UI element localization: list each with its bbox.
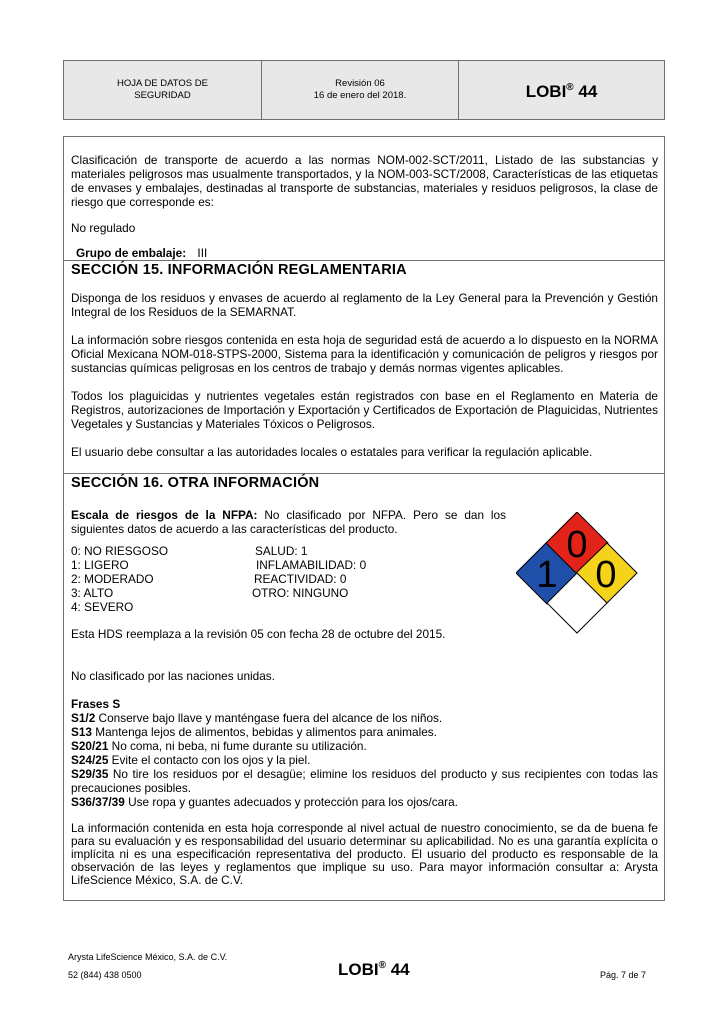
- phrase-item: S29/35 No tire los residuos por el desagüe; elimine los residuos del producto y sus recipientes con todas las precauciones posibles.: [71, 767, 658, 795]
- product-cell: [459, 61, 664, 119]
- rating-flammability: INFLAMABILIDAD: 0: [256, 558, 367, 572]
- phrase-item: S24/25 Evite el contacto con los ojos y la piel.: [71, 753, 311, 767]
- scale-item: 2: MODERADO: [71, 572, 154, 586]
- nfpa-reactivity-value: 0: [595, 554, 617, 596]
- phrase-item: S20/21 No coma, ni beba, ni fume durante su utilización.: [71, 739, 367, 753]
- phrases-title: Frases S: [71, 697, 121, 711]
- section15-paragraph-1: Disponga de los residuos y envases de acuerdo al reglamento de la Ley General para la Prevención y Gestión Integral de los Residuos de la SEMARNAT.: [71, 291, 658, 319]
- nfpa-scale-list: [71, 544, 168, 614]
- revision-date: 16 de enero del 2018.: [313, 90, 407, 101]
- nfpa-description: [71, 508, 506, 536]
- nfpa-health-value: 1: [536, 554, 558, 596]
- scale-item: 3: ALTO: [71, 586, 114, 600]
- scale-item: 0: NO RIESGOSO: [71, 544, 169, 558]
- nfpa-ratings-list: [252, 544, 366, 600]
- nfpa-diamond-icon: [516, 512, 638, 634]
- product-name: LOBI® 44: [525, 82, 598, 101]
- revision-number: Revisión 06: [335, 78, 385, 89]
- packing-group: [76, 246, 663, 260]
- footer-phone: 52 (844) 438 0500: [68, 970, 142, 980]
- nfpa-text: No clasificado por NFPA. Pero se dan los siguientes datos de acuerdo a las características del producto.: [71, 508, 506, 536]
- packing-group-label: Grupo de embalaje:: [76, 246, 187, 260]
- content-box: [63, 136, 665, 901]
- nfpa-label: Escala de riesgos de la NFPA:: [71, 508, 258, 522]
- section15-paragraph-2: La información sobre riesgos contenida en esta hoja de seguridad está de acuerdo a lo dispuesto en la NORMA Oficial Mexicana NOM-018-STPS-2000, Sistema para la identificación y comunicación de peligros y riesgos por sustancias químicas peligrosas en los centros de trabajo y demás normas vigentes aplicables.: [71, 333, 658, 375]
- doc-type-line1: HOJA DE DATOS DE: [117, 78, 208, 89]
- un-classification: No clasificado por las naciones unidas.: [71, 669, 275, 683]
- section15-title: SECCIÓN 15. INFORMACIÓN REGLAMENTARIA: [71, 262, 407, 278]
- section16-title: SECCIÓN 16. OTRA INFORMACIÓN: [71, 475, 320, 491]
- revision-cell: [262, 61, 459, 119]
- phrase-item: S13 Mantenga lejos de alimentos, bebidas y alimentos para animales.: [71, 725, 437, 739]
- nfpa-flammability-value: 0: [566, 524, 588, 566]
- doc-type-cell: [64, 61, 262, 119]
- rating-health: SALUD: 1: [255, 544, 308, 558]
- section15-paragraph-3: Todos los plaguicidas y nutrientes vegetales están registrados con base en el Reglamento en Materia de Registros, autorizaciones de Importación y Exportación y Certificados de Exportación de Plaguicidas, Nutrientes Vegetales y Sustancias y Materiales Tóxicos o Peligrosos.: [71, 389, 658, 431]
- disclaimer: La información contenida en esta hoja corresponde al nivel actual de nuestro conocimiento, se da de buena fe para su evaluación y es responsabilidad del usuario determinar su aplicabilidad. No es una garantía explícita o implícita ni es una especificación representativa del producto. El usuario del producto es responsable de la observación de las leyes y reglamentos que implique su uso. Para mayor información consultar a: Arysta LifeScience México, S.A. de C.V.: [71, 821, 658, 887]
- phrase-item: S1/2 Conserve bajo llave y manténgase fuera del alcance de los niños.: [71, 711, 443, 725]
- section16-divider: [64, 473, 664, 474]
- footer-product-name: LOBI® 44: [338, 960, 410, 979]
- scale-item: 4: SEVERO: [71, 600, 134, 614]
- transport-classification: Clasificación de transporte de acuerdo a las normas NOM-002-SCT/2011, Listado de las substancias y materiales peligrosos mas usualmente transportados, y la NOM-003-SCT/2008, Características de las etiquetas de envases y embalajes, destinadas al transporte de substancias, materiales y residuos peligrosos, la clase de riesgo que corresponde es:: [71, 153, 658, 209]
- scale-item: 1: LIGERO: [71, 558, 129, 572]
- phrase-item: S36/37/39 Use ropa y guantes adecuados y protección para los ojos/cara.: [71, 795, 458, 809]
- packing-group-value: III: [197, 246, 208, 260]
- revision-replaces-note: Esta HDS reemplaza a la revisión 05 con fecha 28 de octubre del 2015.: [71, 627, 446, 641]
- doc-type-line2: SEGURIDAD: [134, 90, 191, 101]
- section15-paragraph-4: El usuario debe consultar a las autoridades locales o estatales para verificar la regulación aplicable.: [71, 445, 593, 459]
- regulation-status: No regulado: [71, 221, 136, 235]
- phrase-list: [71, 711, 658, 809]
- rating-other: OTRO: NINGUNO: [252, 586, 349, 600]
- rating-reactivity: REACTIVIDAD: 0: [254, 572, 347, 586]
- footer-page-number: Pág. 7 de 7: [600, 970, 647, 980]
- section15-divider: [64, 260, 664, 261]
- footer-company: Arysta LifeScience México, S.A. de C.V.: [68, 952, 228, 962]
- document-header: [63, 60, 665, 120]
